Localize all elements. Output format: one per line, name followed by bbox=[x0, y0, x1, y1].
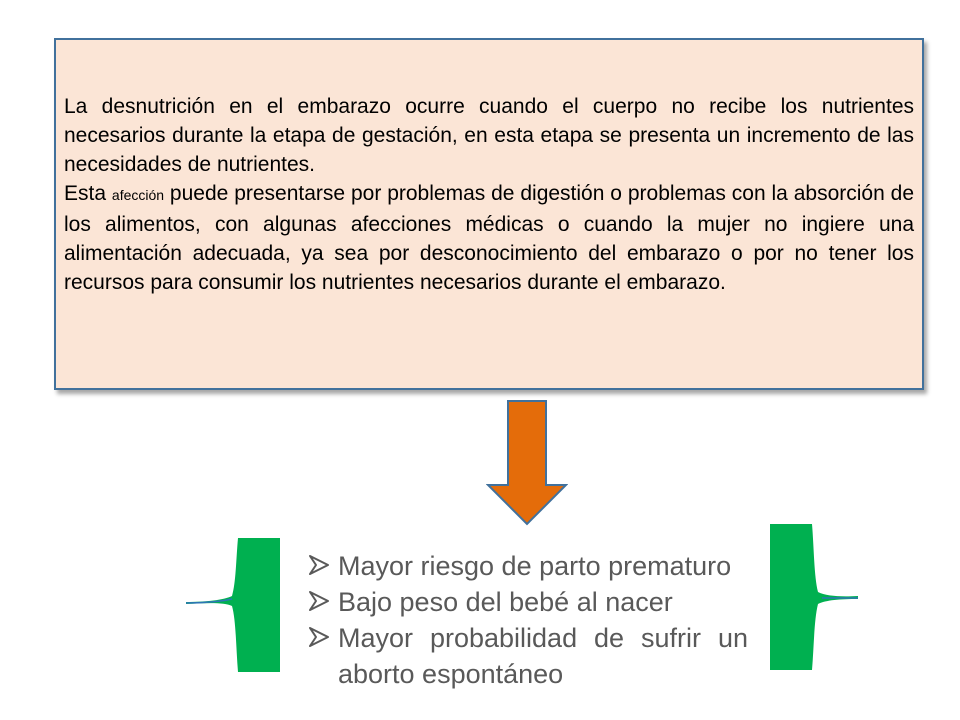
left-brace-icon bbox=[184, 538, 280, 672]
list-item-text: Mayor probabilidad de sufrir un aborto espontáneo bbox=[338, 623, 748, 689]
arrowhead-bullet-icon bbox=[308, 626, 330, 648]
right-brace-icon bbox=[770, 524, 862, 670]
arrowhead-bullet-icon bbox=[308, 590, 330, 612]
description-box bbox=[54, 38, 924, 390]
down-arrow-icon bbox=[486, 400, 568, 526]
list-item bbox=[308, 620, 748, 692]
consequence-list bbox=[308, 548, 748, 692]
list-item-text: Bajo peso del bebé al nacer bbox=[338, 587, 673, 617]
list-item bbox=[308, 548, 748, 584]
description-paragraph-1: La desnutrición en el embarazo ocurre cuando el cuerpo no recibe los nutrientes necesarios durante la etapa de gestación, en esta etapa se presenta un incremento de las necesidades de nutrientes. bbox=[64, 95, 914, 176]
paragraph-2-rest: puede presentarse por problemas de digestión o problemas con la absorción de los alimentos, con algunas afecciones médicas o cuando la mujer no ingiere una alimentación adecuada, ya sea por desconocimiento del embarazo o por no tener los recursos para consumir los nutrientes necesarios durante el embarazo. bbox=[64, 182, 915, 294]
paragraph-2-small-word: afección bbox=[111, 187, 165, 203]
list-item bbox=[308, 584, 748, 620]
arrowhead-bullet-icon bbox=[308, 554, 330, 576]
list-item-text: Mayor riesgo de parto prematuro bbox=[338, 551, 732, 581]
description-paragraph-2 bbox=[64, 179, 914, 297]
paragraph-2-start: Esta bbox=[64, 182, 112, 205]
